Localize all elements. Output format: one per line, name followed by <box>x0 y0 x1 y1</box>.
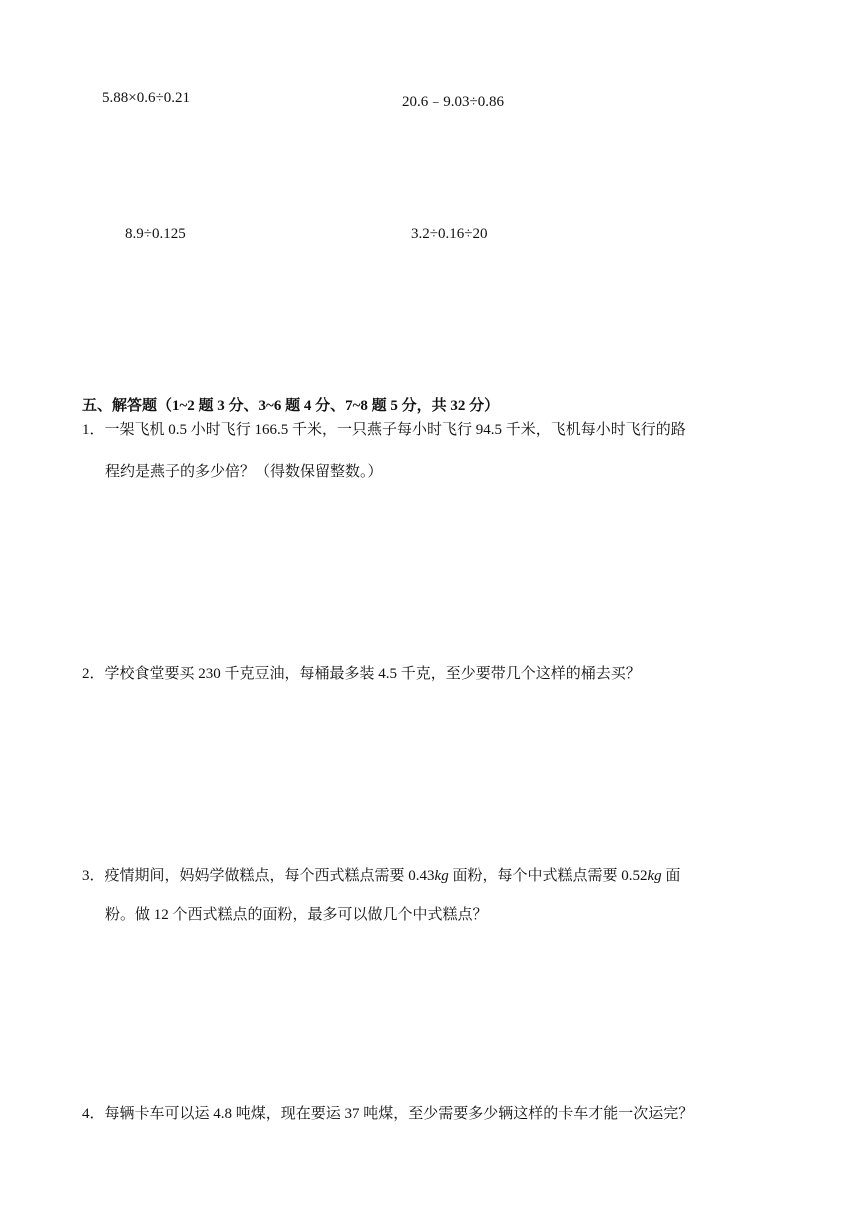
question-4 <box>82 1100 693 1129</box>
unit-kg: kg <box>434 868 449 884</box>
question-2 <box>82 660 641 689</box>
question-text-line1-b: 面粉，每个中式糕点需要 0.52 <box>448 868 648 884</box>
question-text-line1-c: 面 <box>661 868 681 884</box>
question-number: 4． <box>82 1106 105 1122</box>
question-text-line1: 每辆卡车可以运 4.8 吨煤，现在要运 37 吨煤，至少需要多少辆这样的卡车才能一次运完？ <box>104 1106 694 1122</box>
question-3-continuation: 粉。做 12 个西式糕点的面粉，最多可以做几个中式糕点？ <box>105 907 488 923</box>
question-number: 2． <box>82 666 105 682</box>
question-number: 1． <box>82 422 105 438</box>
calc-expression-3: 8.9÷0.125 <box>125 226 186 242</box>
question-1-continuation: 程约是燕子的多少倍？（得数保留整数。） <box>105 464 383 480</box>
question-number: 3． <box>82 868 105 884</box>
question-text-line1: 学校食堂要买 230 千克豆油，每桶最多装 4.5 千克，至少要带几个这样的桶去买？ <box>104 666 641 682</box>
calc-expression-2: 20.6﹣9.03÷0.86 <box>402 94 504 110</box>
section-title: 五、解答题（1~2 题 3 分、3~6 题 4 分、7~8 题 5 分，共 32 分） <box>82 398 500 414</box>
unit-kg: kg <box>647 868 662 884</box>
calc-expression-4: 3.2÷0.16÷20 <box>411 226 488 242</box>
question-1 <box>82 416 686 445</box>
calc-expression-1: 5.88×0.6÷0.21 <box>102 90 190 106</box>
question-text-line1: 一架飞机 0.5 小时飞行 166.5 千米，一只燕子每小时飞行 94.5 千米，飞机每小时飞行的路 <box>104 422 686 438</box>
question-text-line1-a: 疫情期间，妈妈学做糕点，每个西式糕点需要 0.43 <box>104 868 435 884</box>
question-3 <box>82 862 680 891</box>
